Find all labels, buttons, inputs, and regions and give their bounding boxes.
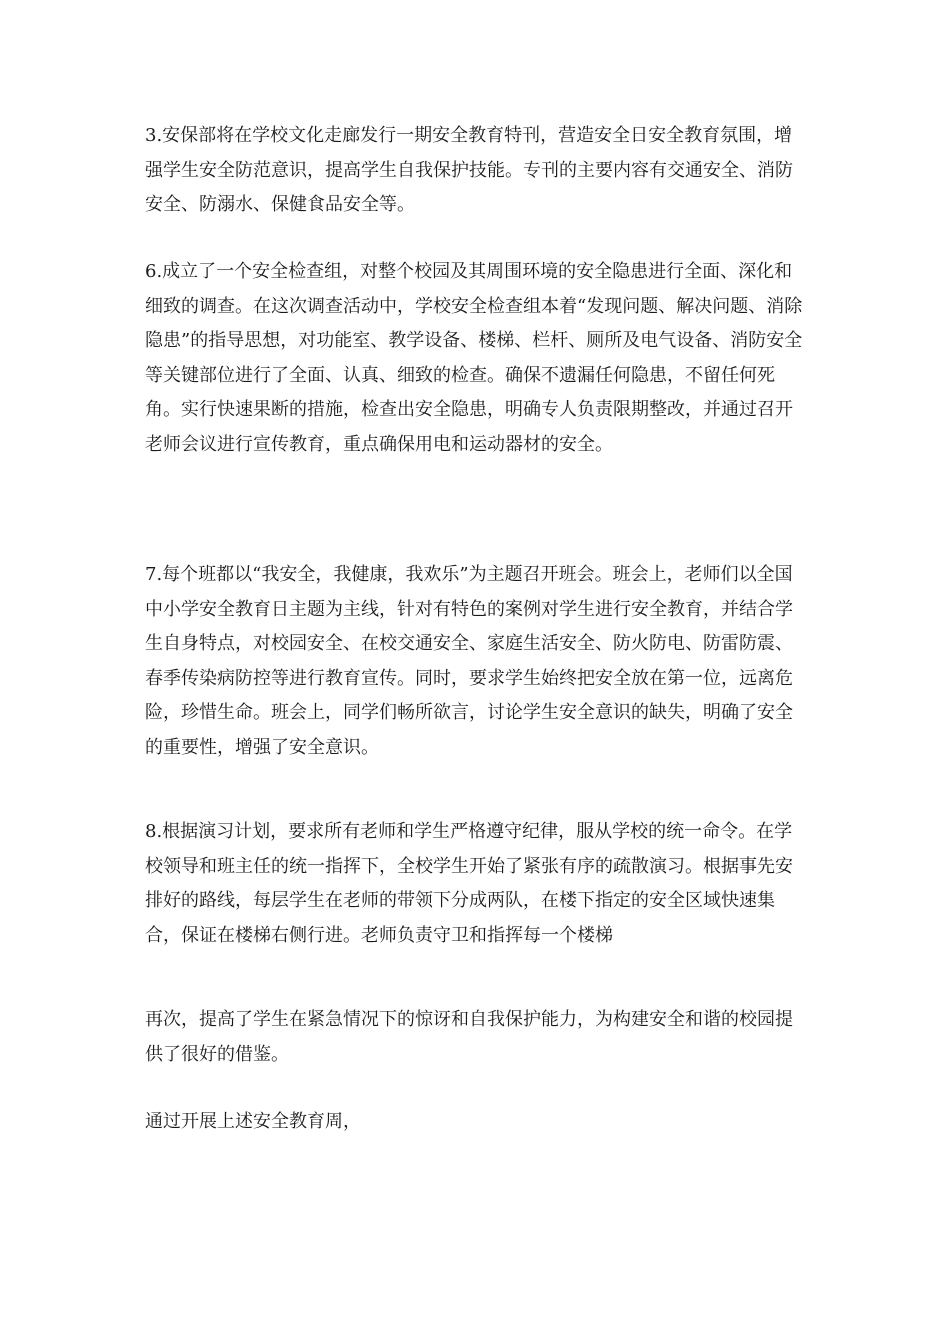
paragraph-conclusion: 通过开展上述安全教育周， (145, 1111, 361, 1132)
paragraph-item-3: 3.安保部将在学校文化走廊发行一期安全教育特刊，营造安全日安全教育氛围，增强学生安全防范意识，提高学生自我保护技能。专刊的主要内容有交通安全、消防安全、防溺水、保健食品安全等。 (145, 125, 793, 215)
paragraph-continuation: 再次，提高了学生在紧急情况下的惊讶和自我保护能力，为构建安全和谐的校园提供了很好的借鉴。 (145, 1009, 793, 1065)
paragraph-item-7: 7.每个班都以“我安全，我健康，我欢乐”为主题召开班会。班会上，老师们以全国中小学安全教育日主题为主线，针对有特色的案例对学生进行安全教育，并结合学生自身特点，对校园安全、在校交通安全、家庭生活安全、防火防电、防雷防震、春季传染病防控等进行教育宣传。同时，要求学生始终把安全放在第一位，远离危险，珍惜生命。班会上，同学们畅所欲言，讨论学生安全意识的缺失，明确了安全的重要性，增强了安全意识。 (145, 564, 793, 758)
paragraph-item-8: 8.根据演习计划，要求所有老师和学生严格遵守纪律，服从学校的统一命令。在学校领导和班主任的统一指挥下，全校学生开始了紧张有序的疏散演习。根据事先安排好的路线，每层学生在老师的带领下分成两队，在楼下指定的安全区域快速集合，保证在楼梯右侧行进。老师负责守卫和指挥每一个楼梯 (145, 821, 793, 946)
paragraph-item-6: 6.成立了一个安全检查组，对整个校园及其周围环境的安全隐患进行全面、深化和细致的调查。在这次调查活动中，学校安全检查组本着“发现问题、解决问题、消除隐患”的指导思想，对功能室、教学设备、楼梯、栏杆、厕所及电气设备、消防安全等关键部位进行了全面、认真、细致的检查。确保不遗漏任何隐患，不留任何死角。实行快速果断的措施，检查出安全隐患，明确专人负责限期整改，并通过召开老师会议进行宣传教育，重点确保用电和运动器材的安全。 (145, 261, 803, 455)
